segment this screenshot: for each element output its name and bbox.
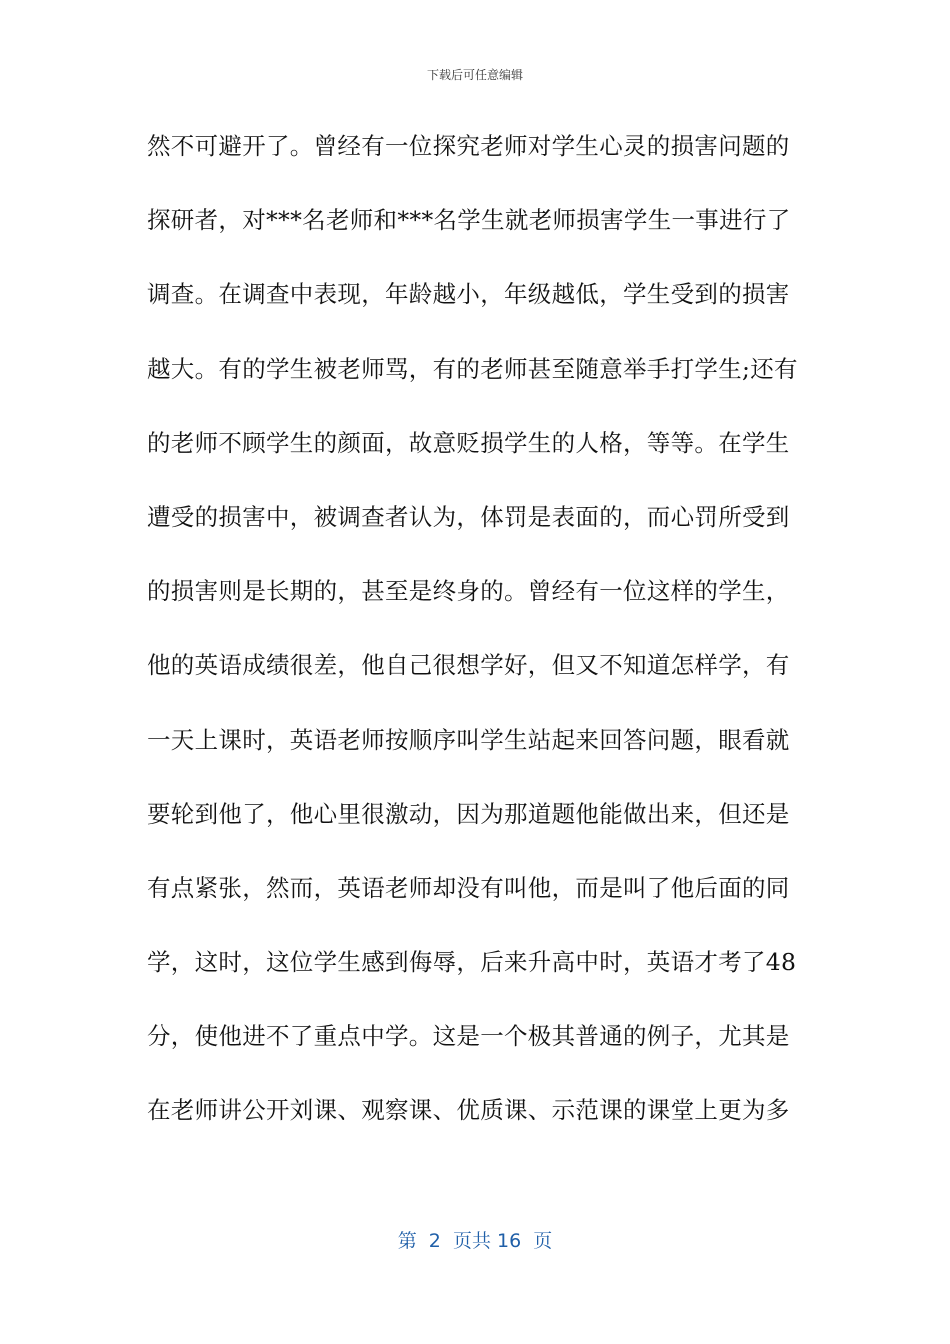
body-line: 的损害则是长期的，甚至是终身的。曾经有一位这样的学生， — [147, 577, 790, 606]
page-number-footer: 第 2 页共 16 页 — [397, 1230, 553, 1252]
body-line: 有点紧张，然而，英语老师却没有叫他，而是叫了他后面的同 — [147, 873, 790, 902]
body-line: 探研者，对***名老师和***名学生就老师损害学生一事进行了 — [147, 206, 791, 235]
body-line: 分，使他进不了重点中学。这是一个极其普通的例子，尤其是 — [147, 1022, 790, 1051]
body-line: 遭受的损害中，被调查者认为，体罚是表面的，而心罚所受到 — [147, 502, 790, 531]
body-line: 在老师讲公开刘课、观察课、优质课、示范课的课堂上更为多 — [147, 1096, 790, 1125]
header-note: 下载后可任意编辑 — [426, 68, 523, 82]
body-line: 然不可避开了。曾经有一位探究老师对学生心灵的损害问题的 — [147, 132, 790, 160]
document-body — [147, 128, 807, 1167]
body-line: 一天上课时，英语老师按顺序叫学生站起来回答问题，眼看就 — [147, 725, 790, 754]
body-line: 学，这时，这位学生感到侮辱，后来升高中时，英语才考了48 — [147, 948, 797, 977]
body-line: 越大。有的学生被老师骂，有的老师甚至随意举手打学生;还有 — [147, 354, 798, 383]
body-line: 他的英语成绩很差，他自己很想学好，但又不知道怎样学，有 — [147, 651, 790, 680]
body-line: 的老师不顾学生的颜面，故意贬损学生的人格，等等。在学生 — [147, 428, 790, 457]
body-line: 调查。在调查中表现，年龄越小，年级越低，学生受到的损害 — [147, 280, 790, 309]
body-line: 要轮到他了，他心里很激动，因为那道题他能做出来，但还是 — [147, 799, 790, 828]
